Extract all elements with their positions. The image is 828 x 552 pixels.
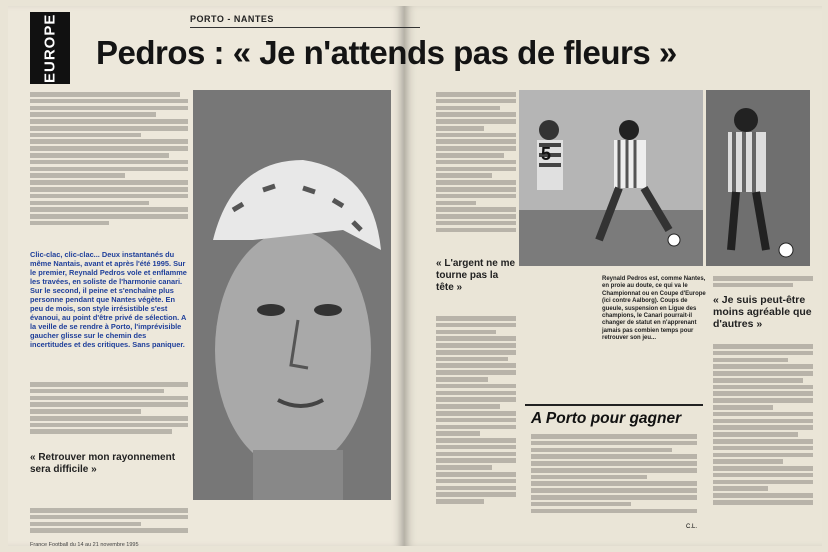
lead-paragraph: Clic-clac, clic-clac... Deux instantanés du même Nantais, avant et après l'été 1995. Sur le premier, Reynald Pedros vole et enflamme les travées, en soliste de l'harmonie canari. Sur le second, il peine et s'enchaîne plus personne pendant que Nantes végète. En peu de mois, son style irrésistible s'est évanoui, au point d'être privé de sélection. A la veille de se rendre à Porto, l'imprévisible gaucher glisse sur le chemin des incertitudes et des critiques. Sans paniquer. <box>30 250 187 349</box>
body-text-column-left <box>30 382 188 448</box>
intro-text-column <box>30 92 188 244</box>
body-text-column-right-top <box>713 276 813 290</box>
page-footer: France Football du 14 au 21 novembre 1995 <box>30 542 139 548</box>
portrait-illustration <box>193 90 391 500</box>
rubric-label: PORTO - NANTES <box>190 14 274 24</box>
body-text-column-center-bottom <box>436 316 516 540</box>
headline: Pedros : « Je n'attends pas de fleurs » <box>96 34 677 71</box>
body-text-column-right <box>713 344 813 540</box>
body-text-column-center <box>436 92 516 252</box>
pull-quote-center: « L'argent ne me tourne pas la tête » <box>436 258 516 293</box>
box-text <box>531 434 697 513</box>
action-illustration-2 <box>706 90 810 266</box>
section-tab: EUROPE <box>30 12 70 84</box>
portrait-photo <box>193 90 391 500</box>
box-title: A Porto pour gagner <box>531 410 682 427</box>
svg-text:5: 5 <box>541 144 552 164</box>
action-photo-secondary <box>706 90 810 266</box>
box-signature: C.L. <box>685 524 697 530</box>
sidebar-box <box>525 404 703 536</box>
pull-quote-right: « Je suis peut-être moins agréable que d'autres » <box>713 294 812 330</box>
photo-caption: Reynald Pedros est, comme Nantes, en proie au doute, ce qui va le Championnat ou en Coupe d'Europe (ici contre Aalborg). Coups de gueule, suspension en Ligue des champions, le Canari pourrait-il changer de statut en n'apprenant jamais pas combien temps pour retrouver son jeu... <box>602 276 706 342</box>
action-photo-main <box>519 90 703 266</box>
action-illustration <box>519 90 703 266</box>
rubric-rule <box>190 27 420 28</box>
pull-quote-left: « Retrouver mon rayonnement sera difficile » <box>30 452 176 475</box>
body-text-column-left-bottom <box>30 508 188 542</box>
